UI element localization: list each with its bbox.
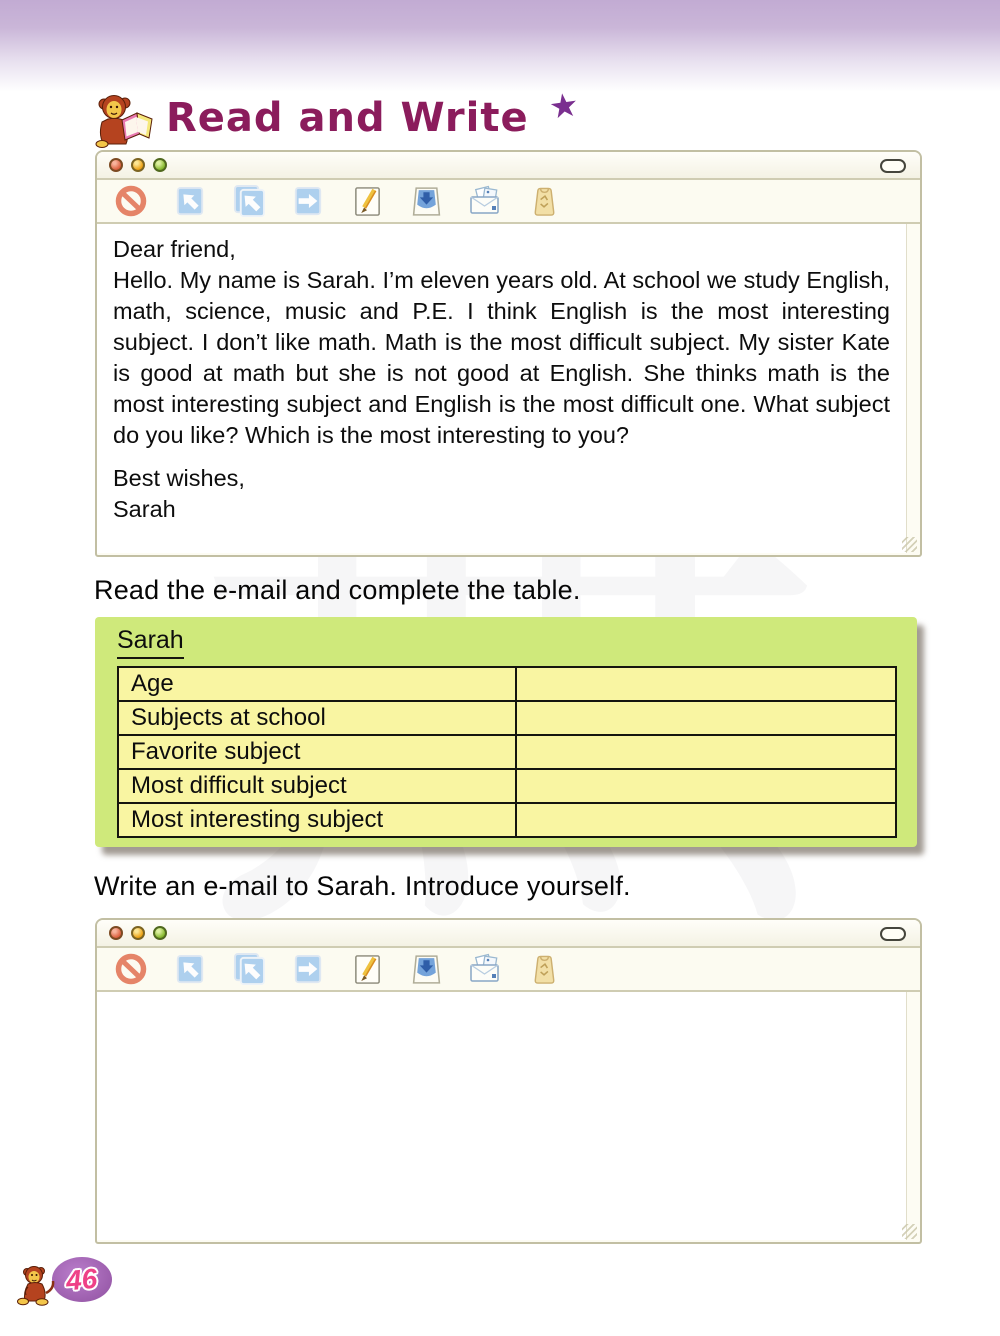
reply-all-icon[interactable] (231, 951, 267, 987)
table-heading: Sarah (117, 626, 184, 659)
mailboxes-icon[interactable] (467, 951, 503, 987)
resize-grip[interactable] (902, 537, 917, 552)
get-mail-icon[interactable] (408, 183, 444, 219)
table-row (118, 735, 896, 769)
close-button[interactable] (109, 926, 123, 940)
compose-icon[interactable] (349, 183, 385, 219)
reply-all-icon[interactable] (231, 183, 267, 219)
top-gradient-band (0, 0, 1000, 92)
trash-icon[interactable] (526, 951, 562, 987)
page-title: Read and Write (166, 95, 529, 141)
row-value-favorite[interactable] (516, 735, 896, 769)
table-row (118, 803, 896, 837)
monkey-sitting-icon (16, 1263, 60, 1307)
page-header (92, 85, 582, 148)
row-value-age[interactable] (516, 667, 896, 701)
mailboxes-icon[interactable] (467, 183, 503, 219)
mail-toolbar (97, 948, 920, 992)
page-number: 46 (65, 1262, 99, 1296)
reply-icon[interactable] (172, 951, 208, 987)
zoom-button[interactable] (153, 158, 167, 172)
row-value-subjects[interactable] (516, 701, 896, 735)
instruction-read: Read the e-mail and complete the table. (94, 575, 581, 605)
monkey-reading-icon (92, 92, 156, 148)
email-window-compose (95, 918, 922, 1244)
star-icon: ★ (546, 85, 582, 126)
zoom-button[interactable] (153, 926, 167, 940)
forward-icon[interactable] (290, 951, 326, 987)
junk-icon[interactable] (113, 951, 149, 987)
minimize-button[interactable] (131, 926, 145, 940)
resize-grip[interactable] (902, 1224, 917, 1239)
email-signature: Sarah (113, 496, 176, 522)
email-body-text: Hello. My name is Sarah. I’m eleven years old. At school we study English, math, science, music and P.E. I think English is the most interesting subject. I don’t like math. Math is the most difficult subject. My sister Kate is good at math but she is not good at English. She thinks math is the most interesting subject and English is the most difficult one. What subject do you like? Which is the most interesting to you? (113, 267, 890, 448)
row-label-age: Age (118, 667, 516, 701)
row-value-difficult[interactable] (516, 769, 896, 803)
instruction-write: Write an e-mail to Sarah. Introduce yourself. (94, 871, 631, 901)
close-button[interactable] (109, 158, 123, 172)
compose-message-area[interactable] (97, 992, 907, 1240)
table-row (118, 667, 896, 701)
email-message-body (97, 224, 907, 553)
junk-icon[interactable] (113, 183, 149, 219)
email-closing: Best wishes, (113, 465, 245, 491)
collapse-widget-button[interactable] (880, 159, 906, 173)
compose-icon[interactable] (349, 951, 385, 987)
row-label-difficult: Most difficult subject (118, 769, 516, 803)
table-row (118, 701, 896, 735)
email-window-read (95, 150, 922, 557)
traffic-lights (109, 926, 167, 940)
titlebar (97, 920, 920, 948)
row-label-subjects: Subjects at school (118, 701, 516, 735)
row-value-interesting[interactable] (516, 803, 896, 837)
answer-table (117, 666, 897, 838)
collapse-widget-button[interactable] (880, 927, 906, 941)
minimize-button[interactable] (131, 158, 145, 172)
trash-icon[interactable] (526, 183, 562, 219)
forward-icon[interactable] (290, 183, 326, 219)
titlebar (97, 152, 920, 180)
mail-toolbar (97, 180, 920, 224)
answer-table-panel (95, 617, 917, 847)
row-label-interesting: Most interesting subject (118, 803, 516, 837)
reply-icon[interactable] (172, 183, 208, 219)
traffic-lights (109, 158, 167, 172)
row-label-favorite: Favorite subject (118, 735, 516, 769)
get-mail-icon[interactable] (408, 951, 444, 987)
table-row (118, 769, 896, 803)
email-greeting: Dear friend, (113, 236, 236, 262)
page-number-badge (52, 1257, 112, 1302)
